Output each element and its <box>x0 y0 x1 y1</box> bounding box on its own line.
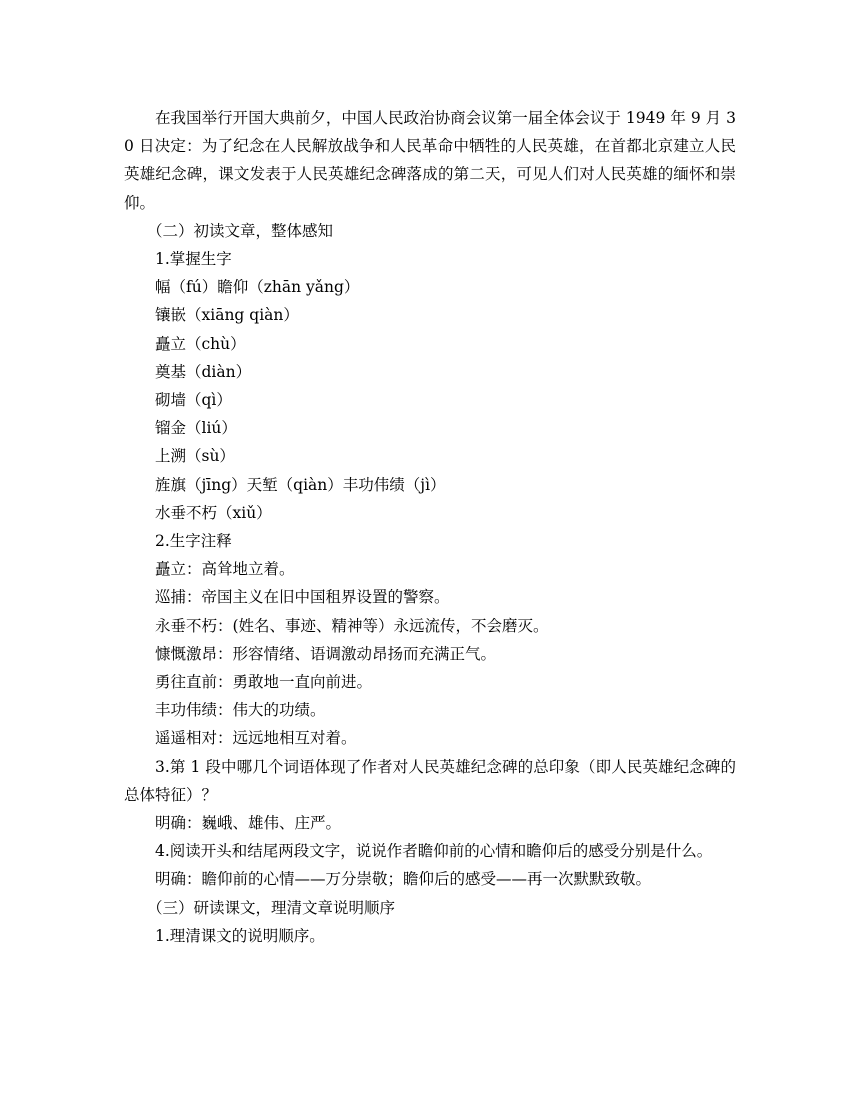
annotation-line: 永垂不朽：(姓名、事迹、精神等）永远流传，不会磨灭。 <box>155 616 549 635</box>
vocab-line: 旌旗（jīng）天堑（qiàn）丰功伟绩（jì） <box>155 475 446 494</box>
vocab-line: 矗立（chù） <box>155 334 246 353</box>
section-heading-2: （二）初读文章，整体感知 <box>147 221 334 240</box>
vocab-line: 上溯（sù） <box>155 447 235 466</box>
subheading-annotations: 2.生字注释 <box>155 532 232 551</box>
annotation-line: 慷慨激昂：形容情绪、语调激动昂扬而充满正气。 <box>155 644 497 663</box>
annotation-line: 矗立：高耸地立着。 <box>155 560 295 579</box>
document-body <box>124 104 736 950</box>
vocab-line: 镶嵌（xiāng qiàn） <box>155 306 299 325</box>
question-3: 3.第 1 段中哪几个词语体现了作者对人民英雄纪念碑的总印象（即人民英雄纪念碑的总体特征）？ <box>124 757 736 804</box>
vocab-line: 水垂不朽（xiǔ） <box>155 503 272 522</box>
question-4: 4.阅读开头和结尾两段文字，说说作者瞻仰前的心情和瞻仰后的感受分别是什么。 <box>155 842 713 861</box>
vocab-line: 幅（fú）瞻仰（zhān yǎng） <box>155 278 360 297</box>
vocab-line: 奠基（diàn） <box>155 362 252 381</box>
vocab-line: 镏金（liú） <box>155 419 237 438</box>
annotation-line: 丰功伟绩：伟大的功绩。 <box>155 701 326 720</box>
subheading-new-characters: 1.掌握生字 <box>155 250 232 269</box>
annotation-line: 勇往直前：勇敢地一直向前进。 <box>155 673 373 692</box>
answer-4: 明确：瞻仰前的心情——万分崇敬；瞻仰后的感受——再一次默默致敬。 <box>155 870 652 889</box>
answer-3: 明确：巍峨、雄伟、庄严。 <box>155 814 342 833</box>
vocab-line: 砌墙（qì） <box>155 391 232 410</box>
annotation-line: 巡捕：帝国主义在旧中国租界设置的警察。 <box>155 588 450 607</box>
intro-paragraph: 在我国举行开国大典前夕，中国人民政治协商会议第一届全体会议于 1949 年 9 月 30 日决定：为了纪念在人民解放战争和人民革命中牺牲的人民英雄，在首都北京建立人民英雄纪念碑，课文发表于人民英雄纪念碑落成的第二天，可见人们对人民英雄的缅怀和崇仰。 <box>124 109 736 212</box>
annotation-line: 遥遥相对：远远地相互对着。 <box>155 729 357 748</box>
section-heading-3: （三）研读课文，理清文章说明顺序 <box>147 898 396 917</box>
subheading-explanation-order: 1.理清课文的说明顺序。 <box>155 926 325 945</box>
